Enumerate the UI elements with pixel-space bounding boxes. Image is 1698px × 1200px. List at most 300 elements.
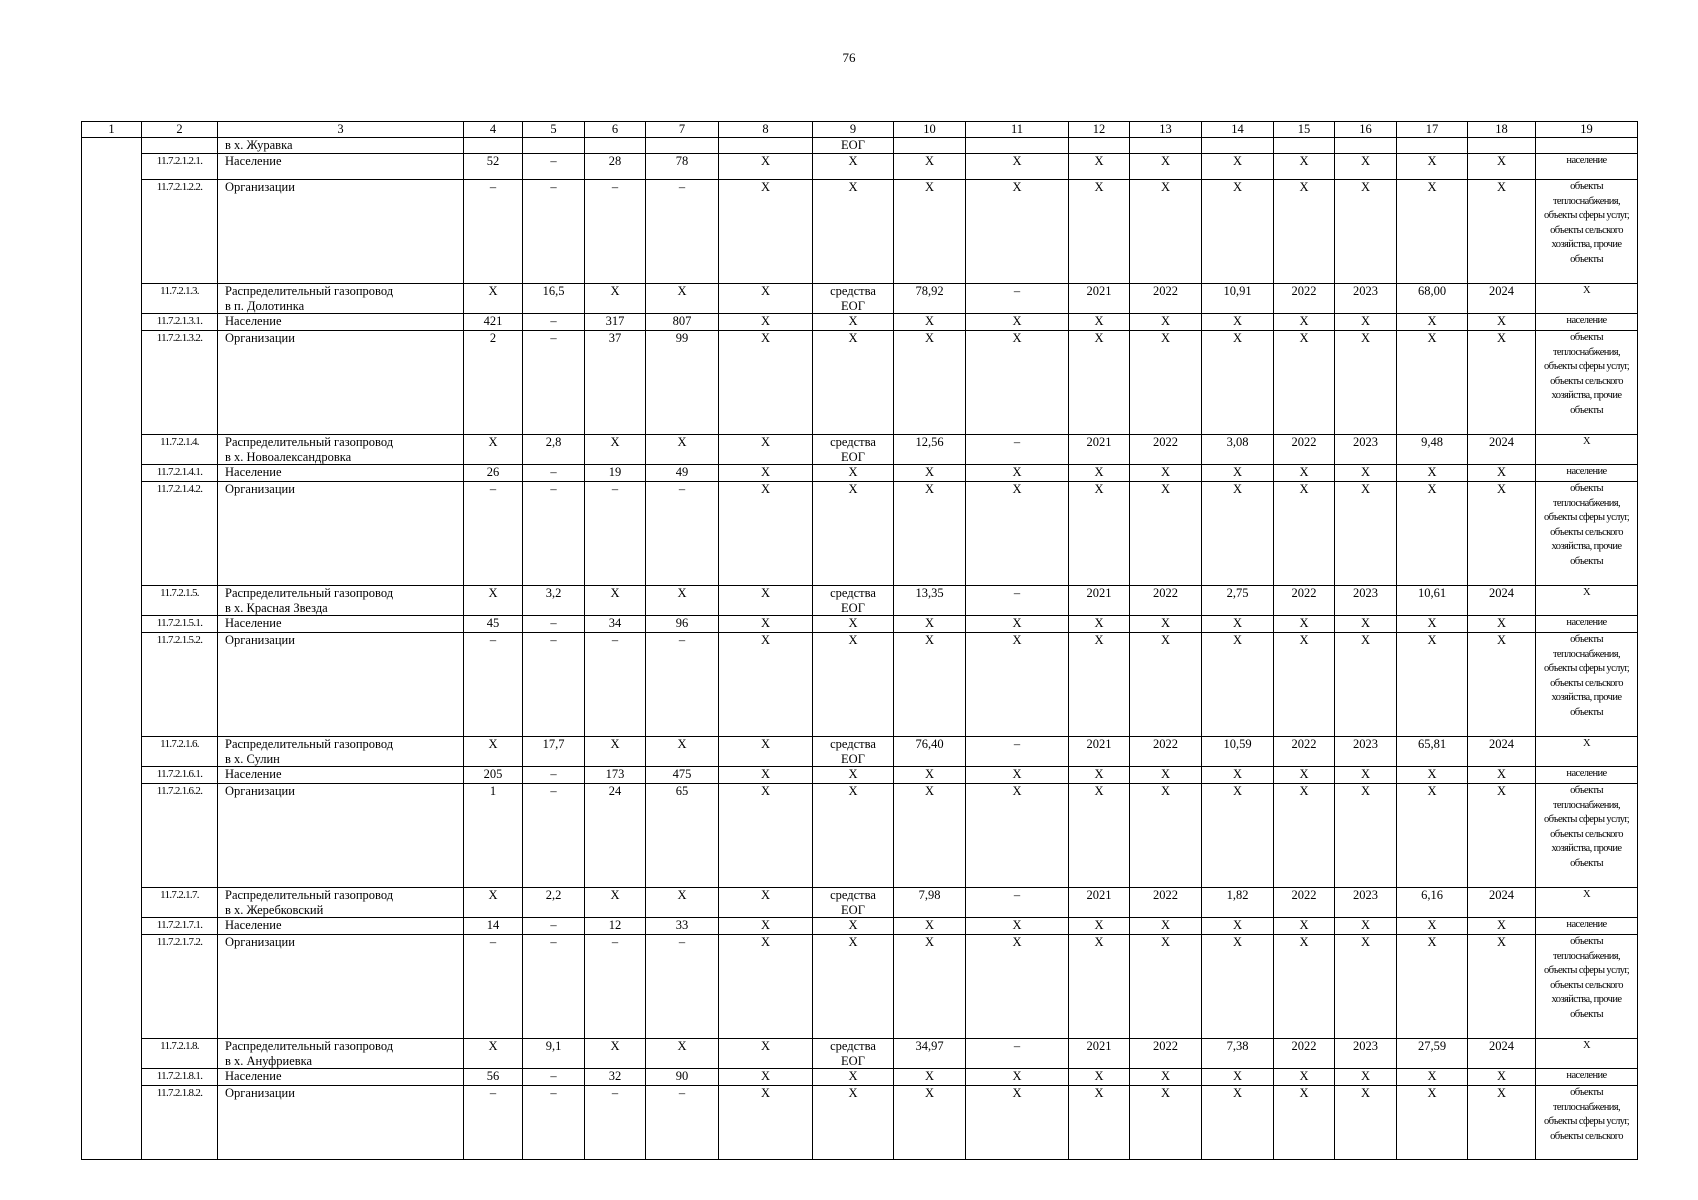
cell-text: 11.7.2.1.8.2. — [156, 1087, 203, 1099]
value-cell — [1069, 314, 1130, 331]
cell-text: X — [610, 888, 620, 902]
cell-text: X — [1094, 1086, 1104, 1100]
value-cell — [719, 331, 813, 435]
value-cell — [523, 180, 585, 284]
value-cell — [523, 435, 585, 465]
cell-text: X — [1360, 784, 1371, 798]
value-cell — [1069, 180, 1130, 284]
row-number — [142, 154, 218, 180]
row-number — [142, 482, 218, 586]
cell-text: X — [1232, 633, 1243, 647]
value-cell — [585, 331, 646, 435]
cell-text: X — [1012, 784, 1022, 798]
cell-text: X — [488, 888, 498, 902]
value-cell — [646, 482, 719, 586]
cell-text: – — [550, 918, 557, 932]
cell-text: – — [550, 633, 557, 647]
row-number — [142, 767, 218, 784]
value-cell — [1069, 918, 1130, 935]
value-cell — [1335, 482, 1397, 586]
value-cell — [1335, 737, 1397, 767]
cell-text: – — [550, 784, 557, 798]
value-cell — [1069, 138, 1130, 154]
cell-text: X — [1360, 767, 1371, 781]
cell-text: 807 — [672, 314, 692, 328]
value-cell — [719, 482, 813, 586]
cell-text: X — [1583, 587, 1590, 598]
cell-text: население — [1566, 315, 1607, 326]
cell-text: X — [1299, 633, 1309, 647]
value-cell — [1335, 784, 1397, 888]
row-notes — [1536, 314, 1638, 331]
table-row — [82, 1086, 1638, 1160]
cell-text: Население — [225, 1069, 282, 1083]
cell-text: 11.7.2.1.2.1. — [156, 155, 203, 167]
value-cell — [1468, 138, 1536, 154]
value-cell — [646, 737, 719, 767]
cell-text: X — [1232, 154, 1243, 168]
row-number — [142, 1086, 218, 1160]
value-cell — [1202, 918, 1274, 935]
header-cell: 8 — [719, 122, 813, 138]
value-cell — [464, 465, 523, 482]
value-cell — [813, 154, 894, 180]
cell-text: 19 — [608, 465, 622, 479]
value-cell — [966, 138, 1069, 154]
value-cell — [966, 767, 1069, 784]
cell-text: Организации — [225, 633, 295, 647]
cell-text: X — [924, 154, 935, 168]
value-cell — [719, 435, 813, 465]
value-cell — [894, 435, 966, 465]
cell-text: 7,38 — [1226, 1039, 1249, 1053]
cell-text: X — [1360, 935, 1371, 949]
row-notes — [1536, 888, 1638, 918]
cell-text: X — [924, 616, 935, 630]
cell-text: 45 — [486, 616, 500, 630]
cell-text: X — [1360, 482, 1371, 496]
cell-text: Организации — [225, 331, 295, 345]
cell-text: Распределительный газопровод в х. Сулин — [225, 737, 394, 766]
cell-text: 28 — [608, 154, 622, 168]
table-row — [82, 1039, 1638, 1069]
value-cell — [1202, 138, 1274, 154]
cell-text: Организации — [225, 935, 295, 949]
row-number — [142, 314, 218, 331]
value-cell — [523, 138, 585, 154]
cell-text: X — [1094, 482, 1104, 496]
value-cell — [813, 784, 894, 888]
cell-text: X — [1360, 154, 1371, 168]
cell-text: средства ЕОГ — [830, 888, 876, 917]
value-cell — [523, 888, 585, 918]
value-cell — [966, 737, 1069, 767]
cell-text: X — [1232, 1086, 1243, 1100]
value-cell — [523, 465, 585, 482]
cell-text: Распределительный газопровод в х. Новоалександровка — [225, 435, 394, 464]
cell-text: X — [1360, 633, 1371, 647]
cell-text: X — [677, 737, 687, 751]
value-cell — [646, 586, 719, 616]
row-number — [142, 284, 218, 314]
cell-text: X — [848, 918, 858, 932]
value-cell — [585, 465, 646, 482]
cell-text: X — [924, 935, 935, 949]
value-cell — [1468, 633, 1536, 737]
header-cell: 5 — [523, 122, 585, 138]
header-cell: 7 — [646, 122, 719, 138]
cell-text: X — [1583, 1040, 1590, 1051]
row-name — [218, 482, 464, 586]
cell-text: 10,61 — [1417, 586, 1447, 600]
value-cell — [1274, 1039, 1335, 1069]
cell-text: 76,40 — [915, 737, 944, 751]
value-cell — [1202, 1086, 1274, 1160]
cell-text: X — [1232, 482, 1243, 496]
cell-text: 11.7.2.1.7.2. — [156, 936, 203, 948]
cell-text: X — [1299, 314, 1309, 328]
data-table — [81, 121, 1638, 1160]
value-cell — [1274, 1086, 1335, 1160]
value-cell — [813, 1069, 894, 1086]
value-cell — [813, 616, 894, 633]
value-cell — [464, 1086, 523, 1160]
value-cell — [719, 784, 813, 888]
cell-text: 475 — [672, 767, 692, 781]
value-cell — [1397, 935, 1468, 1039]
value-cell — [1069, 482, 1130, 586]
value-cell — [1397, 633, 1468, 737]
cell-text: X — [1094, 154, 1104, 168]
value-cell — [894, 465, 966, 482]
cell-text: 33 — [675, 918, 689, 932]
value-cell — [1069, 616, 1130, 633]
row-notes — [1536, 633, 1638, 737]
table-row — [82, 918, 1638, 935]
cell-text: X — [848, 633, 858, 647]
cell-text: X — [1496, 331, 1507, 345]
value-cell — [585, 586, 646, 616]
cell-text: 11.7.2.1.4.2. — [156, 483, 203, 495]
row-number — [142, 465, 218, 482]
value-cell — [1335, 586, 1397, 616]
value-cell — [1335, 138, 1397, 154]
row-name — [218, 1039, 464, 1069]
cell-text: X — [848, 331, 858, 345]
value-cell — [646, 465, 719, 482]
value-cell — [719, 737, 813, 767]
cell-text: X — [924, 180, 935, 194]
cell-text: X — [1012, 1069, 1022, 1083]
value-cell — [894, 737, 966, 767]
cell-text: X — [488, 586, 498, 600]
cell-text: X — [1012, 633, 1022, 647]
value-cell — [719, 1039, 813, 1069]
value-cell — [1468, 918, 1536, 935]
value-cell — [894, 616, 966, 633]
row-notes — [1536, 435, 1638, 465]
header-cell: 10 — [894, 122, 966, 138]
cell-text: 10,91 — [1223, 284, 1252, 298]
value-cell — [966, 435, 1069, 465]
cell-text: X — [1299, 465, 1309, 479]
cell-text: X — [1360, 918, 1371, 932]
cell-text: – — [611, 482, 619, 496]
cell-text: X — [1496, 1086, 1507, 1100]
header-cell: 16 — [1335, 122, 1397, 138]
value-cell — [719, 918, 813, 935]
cell-text: 11.7.2.1.3.1. — [156, 315, 203, 327]
value-cell — [585, 435, 646, 465]
value-cell — [719, 314, 813, 331]
row-name — [218, 935, 464, 1039]
cell-text: 11.7.2.1.4. — [160, 436, 199, 448]
cell-text: X — [1160, 935, 1171, 949]
cell-text: 2024 — [1489, 284, 1514, 298]
value-cell — [1397, 784, 1468, 888]
value-cell — [646, 888, 719, 918]
value-cell — [464, 180, 523, 284]
table-row — [82, 284, 1638, 314]
cell-text: X — [1360, 314, 1371, 328]
value-cell — [585, 180, 646, 284]
cell-text: 13,35 — [915, 586, 944, 600]
cell-text: X — [1360, 331, 1371, 345]
cell-text: – — [550, 314, 557, 328]
row-name — [218, 737, 464, 767]
cell-text: 56 — [486, 1069, 500, 1083]
row-name — [218, 465, 464, 482]
cell-text: 52 — [486, 154, 500, 168]
cell-text: X — [1360, 465, 1371, 479]
value-cell — [1397, 1086, 1468, 1160]
cell-text: Население — [225, 314, 282, 328]
cell-text: 2022 — [1153, 435, 1178, 449]
cell-text: 49 — [675, 465, 689, 479]
value-cell — [1274, 737, 1335, 767]
value-cell — [1069, 435, 1130, 465]
value-cell — [894, 1069, 966, 1086]
value-cell — [719, 1069, 813, 1086]
header-cell: 12 — [1069, 122, 1130, 138]
cell-text: X — [924, 482, 935, 496]
cell-text: X — [1160, 616, 1171, 630]
value-cell — [464, 633, 523, 737]
value-cell — [813, 482, 894, 586]
row-number — [142, 586, 218, 616]
value-cell — [813, 888, 894, 918]
value-cell — [1069, 737, 1130, 767]
cell-text: объекты теплоснабжения, объекты сферы услуг, объекты сельского хозяйства, прочие объекты — [1544, 332, 1629, 416]
value-cell — [1130, 482, 1202, 586]
cell-text: X — [1012, 616, 1022, 630]
cell-text: 2023 — [1353, 586, 1378, 600]
value-cell — [966, 284, 1069, 314]
row-number — [142, 616, 218, 633]
value-cell — [813, 767, 894, 784]
value-cell — [464, 586, 523, 616]
cell-text: 2022 — [1291, 586, 1317, 600]
value-cell — [585, 737, 646, 767]
cell-text: 205 — [483, 767, 503, 781]
value-cell — [1069, 586, 1130, 616]
value-cell — [1069, 935, 1130, 1039]
row-number — [142, 633, 218, 737]
value-cell — [966, 633, 1069, 737]
value-cell — [1202, 586, 1274, 616]
value-cell — [894, 767, 966, 784]
value-cell — [894, 918, 966, 935]
row-notes — [1536, 1069, 1638, 1086]
value-cell — [464, 482, 523, 586]
cell-text: Население — [225, 154, 282, 168]
cell-text: 9,48 — [1421, 435, 1443, 449]
cell-text: Распределительный газопровод в п. Долотинка — [225, 284, 394, 313]
cell-text: – — [550, 1086, 557, 1100]
cell-text: X — [1496, 935, 1507, 949]
cell-text: – — [678, 633, 686, 647]
value-cell — [1335, 284, 1397, 314]
value-cell — [719, 138, 813, 154]
value-cell — [1274, 314, 1335, 331]
cell-text: 17,7 — [542, 737, 565, 751]
row-notes — [1536, 284, 1638, 314]
value-cell — [1130, 767, 1202, 784]
cell-text: X — [1094, 314, 1104, 328]
value-cell — [966, 331, 1069, 435]
cell-text: 6,16 — [1421, 888, 1443, 902]
header-cell: 2 — [142, 122, 218, 138]
value-cell — [1202, 180, 1274, 284]
value-cell — [894, 180, 966, 284]
cell-text: 11.7.2.1.8.1. — [156, 1070, 203, 1082]
cell-text: 27,59 — [1417, 1039, 1447, 1053]
cell-text: X — [924, 1086, 935, 1100]
table-row — [82, 154, 1638, 180]
cell-text: 2022 — [1153, 1039, 1178, 1053]
cell-text: X — [1360, 1069, 1371, 1083]
cell-text: X — [760, 1039, 771, 1053]
cell-text: – — [489, 482, 497, 496]
value-cell — [464, 284, 523, 314]
value-cell — [813, 935, 894, 1039]
cell-text: X — [924, 1069, 935, 1083]
cell-text: – — [550, 180, 557, 194]
cell-text: X — [1232, 767, 1243, 781]
value-cell — [1468, 180, 1536, 284]
value-cell — [523, 314, 585, 331]
cell-text: X — [677, 1039, 687, 1053]
value-cell — [464, 314, 523, 331]
cell-text: X — [1160, 465, 1171, 479]
cell-text: Организации — [225, 1086, 295, 1100]
value-cell — [719, 1086, 813, 1160]
cell-text: Население — [225, 616, 282, 630]
value-cell — [1274, 465, 1335, 482]
cell-text: – — [550, 935, 557, 949]
value-cell — [719, 284, 813, 314]
cell-text: X — [848, 465, 858, 479]
value-cell — [585, 138, 646, 154]
value-cell — [1130, 888, 1202, 918]
cell-text: 2021 — [1086, 1039, 1112, 1053]
value-cell — [646, 180, 719, 284]
value-cell — [1397, 918, 1468, 935]
value-cell — [1397, 331, 1468, 435]
cell-text: X — [1427, 633, 1437, 647]
cell-text: X — [1094, 616, 1104, 630]
value-cell — [1130, 314, 1202, 331]
value-cell — [1335, 1069, 1397, 1086]
value-cell — [1274, 180, 1335, 284]
cell-text: 2021 — [1086, 888, 1112, 902]
cell-text: – — [550, 482, 557, 496]
page-number: 76 — [842, 50, 856, 65]
cell-text: 2024 — [1489, 435, 1514, 449]
cell-text: X — [848, 767, 858, 781]
row-number — [142, 918, 218, 935]
value-cell — [719, 633, 813, 737]
cell-text: 34,97 — [915, 1039, 944, 1053]
cell-text: 78 — [675, 154, 689, 168]
cell-text: 90 — [675, 1069, 689, 1083]
cell-text: 32 — [608, 1069, 622, 1083]
table-row — [82, 482, 1638, 586]
value-cell — [1202, 784, 1274, 888]
value-cell — [646, 935, 719, 1039]
value-cell — [523, 331, 585, 435]
cell-text: X — [1012, 918, 1022, 932]
value-cell — [646, 616, 719, 633]
cell-text: 2,75 — [1226, 586, 1249, 600]
cell-text: – — [611, 633, 619, 647]
cell-text: X — [677, 435, 687, 449]
cell-text: X — [848, 482, 858, 496]
row-notes — [1536, 1086, 1638, 1160]
table-row — [82, 314, 1638, 331]
cell-text: X — [760, 633, 771, 647]
cell-text: X — [848, 784, 858, 798]
value-cell — [585, 314, 646, 331]
cell-text: X — [1160, 1069, 1171, 1083]
row-name — [218, 180, 464, 284]
cell-text: X — [1160, 180, 1171, 194]
value-cell — [1335, 633, 1397, 737]
row-number — [142, 138, 218, 154]
value-cell — [585, 284, 646, 314]
value-cell — [719, 465, 813, 482]
cell-text: X — [848, 154, 858, 168]
value-cell — [1202, 767, 1274, 784]
cell-text: X — [760, 1086, 771, 1100]
value-cell — [1274, 482, 1335, 586]
value-cell — [1202, 888, 1274, 918]
header-cell: 13 — [1130, 122, 1202, 138]
cell-text: объекты теплоснабжения, объекты сферы услуг, объекты сельского хозяйства, прочие объекты — [1544, 785, 1629, 869]
value-cell — [1468, 737, 1536, 767]
cell-text: X — [760, 154, 771, 168]
cell-text: 1,82 — [1226, 888, 1249, 902]
value-cell — [646, 1069, 719, 1086]
table-row — [82, 435, 1638, 465]
cell-text: X — [1427, 465, 1437, 479]
cell-text: – — [550, 616, 557, 630]
value-cell — [646, 1086, 719, 1160]
cell-text: X — [924, 314, 935, 328]
value-cell — [585, 1086, 646, 1160]
value-cell — [1335, 918, 1397, 935]
value-cell — [585, 616, 646, 633]
